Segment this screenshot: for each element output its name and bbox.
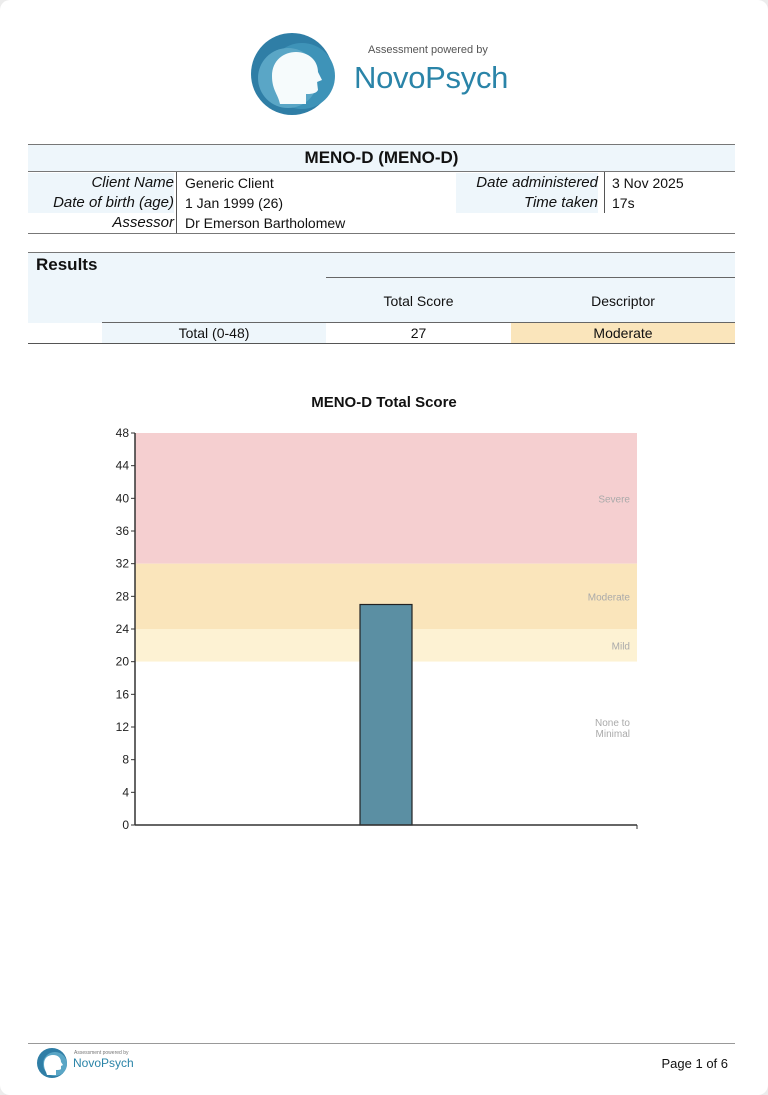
- y-tick-label: 8: [122, 752, 129, 767]
- y-tick-label: 44: [115, 458, 129, 473]
- y-tick-label: 20: [115, 654, 129, 669]
- band-label-severe: Severe: [598, 494, 630, 506]
- client-info-table: [28, 144, 735, 234]
- head-logo-icon: [250, 32, 350, 116]
- descriptor-column-header: Descriptor: [591, 293, 655, 309]
- results-header-bg: [28, 252, 735, 323]
- total-score-column-header: Total Score: [383, 293, 454, 309]
- page-number: Page 1 of 6: [661, 1056, 728, 1071]
- band-label-mild: Mild: [611, 641, 630, 653]
- y-tick-label: 28: [115, 589, 129, 604]
- brand-name: NovoPsych: [354, 60, 509, 95]
- dob-value: 1 Jan 1999 (26): [185, 195, 284, 211]
- score-bar: [360, 605, 412, 826]
- y-tick-label: 40: [115, 491, 129, 506]
- divider: [604, 172, 605, 213]
- y-tick-label: 24: [115, 622, 129, 636]
- results-heading: Results: [36, 255, 98, 274]
- powered-by-text: Assessment powered by: [368, 44, 488, 56]
- head-logo-icon: [36, 1047, 70, 1079]
- footer-divider: [28, 1043, 735, 1044]
- chart-title: MENO-D Total Score: [311, 394, 457, 411]
- score-chart: [0, 420, 768, 840]
- y-tick-label: 36: [115, 524, 129, 538]
- results-table: [28, 252, 735, 344]
- divider: [326, 277, 735, 278]
- band-label-none-to-minimal: None to Minimal: [594, 718, 630, 740]
- y-tick-label: 12: [115, 720, 129, 734]
- client-name-label: Client Name: [28, 173, 174, 193]
- dob-label: Date of birth (age): [28, 193, 174, 213]
- assessor-value: Dr Emerson Bartholomew: [185, 215, 346, 231]
- y-tick-label: 48: [115, 426, 129, 440]
- client-name-value: Generic Client: [185, 175, 274, 191]
- y-tick-label: 0: [122, 818, 129, 832]
- novopsych-logo: [250, 32, 512, 116]
- y-tick-label: 4: [122, 785, 129, 800]
- y-tick-label: 32: [115, 556, 129, 571]
- assessment-title: MENO-D (MENO-D): [28, 144, 735, 172]
- date-administered-value: 3 Nov 2025: [612, 175, 684, 191]
- row-descriptor: Moderate: [511, 323, 735, 343]
- date-administered-label: Date administered: [456, 173, 598, 193]
- y-tick-label: 16: [115, 687, 129, 702]
- footer-powered-by: Assessment powered by: [74, 1050, 129, 1056]
- band-severe: [135, 433, 637, 564]
- divider: [176, 172, 177, 233]
- footer-brand: NovoPsych: [73, 1056, 134, 1070]
- footer-logo: [36, 1047, 136, 1079]
- row-score: 27: [410, 325, 427, 341]
- band-label-moderate: Moderate: [587, 592, 630, 604]
- assessor-label: Assessor: [28, 213, 174, 233]
- time-taken-value: 17s: [612, 195, 635, 211]
- divider: [28, 343, 735, 344]
- row-label: Total (0-48): [102, 323, 326, 343]
- time-taken-label: Time taken: [456, 193, 598, 213]
